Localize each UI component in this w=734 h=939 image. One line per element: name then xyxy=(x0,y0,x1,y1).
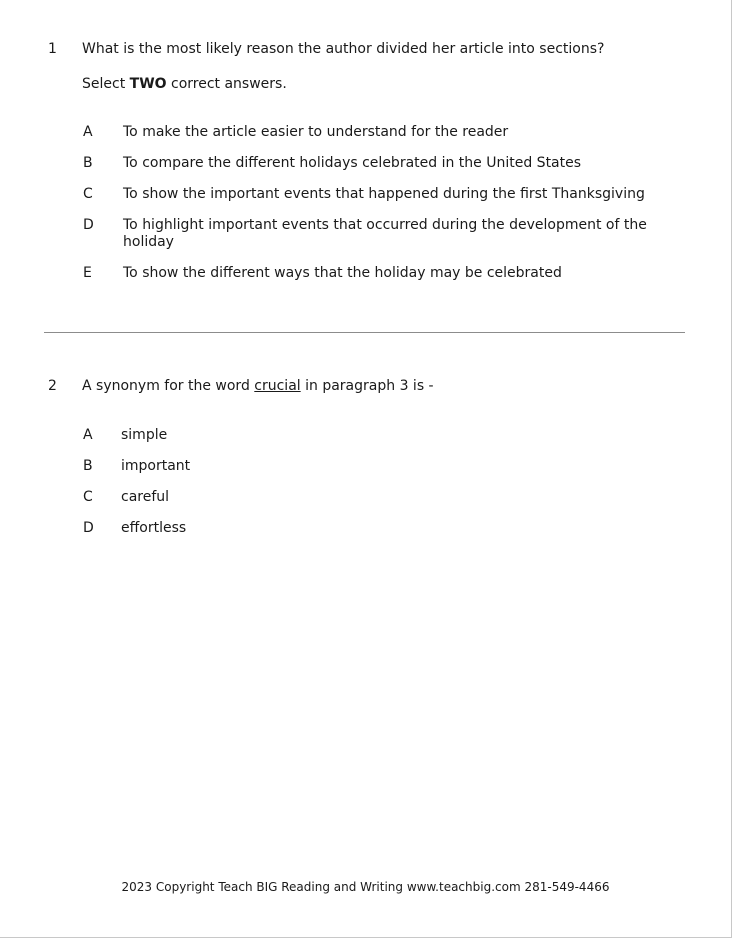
vocabulary-word: crucial xyxy=(254,378,301,394)
option-letter: D xyxy=(83,217,94,233)
option-letter: B xyxy=(83,155,93,171)
option-letter: B xyxy=(83,458,93,474)
question-prompt: What is the most likely reason the author divided her article into sections? xyxy=(82,41,605,57)
instruction-emphasis: TWO xyxy=(129,76,167,92)
option-text: To make the article easier to understand for the reader xyxy=(123,124,509,140)
option-text: effortless xyxy=(121,520,187,536)
question-prompt: A synonym for the word crucial in paragraph 3 is - xyxy=(82,378,434,394)
option-text: To show the different ways that the holiday may be celebrated xyxy=(123,265,562,281)
option-letter: C xyxy=(83,489,93,505)
question-number: 2 xyxy=(48,378,57,394)
option-text: To compare the different holidays celebrated in the United States xyxy=(123,155,582,171)
option-letter: D xyxy=(83,520,94,536)
question-divider xyxy=(44,332,685,333)
question-number: 1 xyxy=(48,41,57,57)
option-text: careful xyxy=(121,489,170,505)
option-letter: C xyxy=(83,186,93,202)
question-instruction: Select TWO correct answers. xyxy=(82,76,287,92)
option-text: To show the important events that happened during the first Thanksgiving xyxy=(123,186,645,202)
option-text: To highlight important events that occurred during the development of the holiday xyxy=(123,217,647,250)
option-letter: A xyxy=(83,427,93,443)
option-text: simple xyxy=(121,427,168,443)
option-letter: E xyxy=(83,265,92,281)
option-text: important xyxy=(121,458,191,474)
option-letter: A xyxy=(83,124,93,140)
copyright-footer: 2023 Copyright Teach BIG Reading and Writing www.teachbig.com 281-549-4466 xyxy=(121,880,610,894)
